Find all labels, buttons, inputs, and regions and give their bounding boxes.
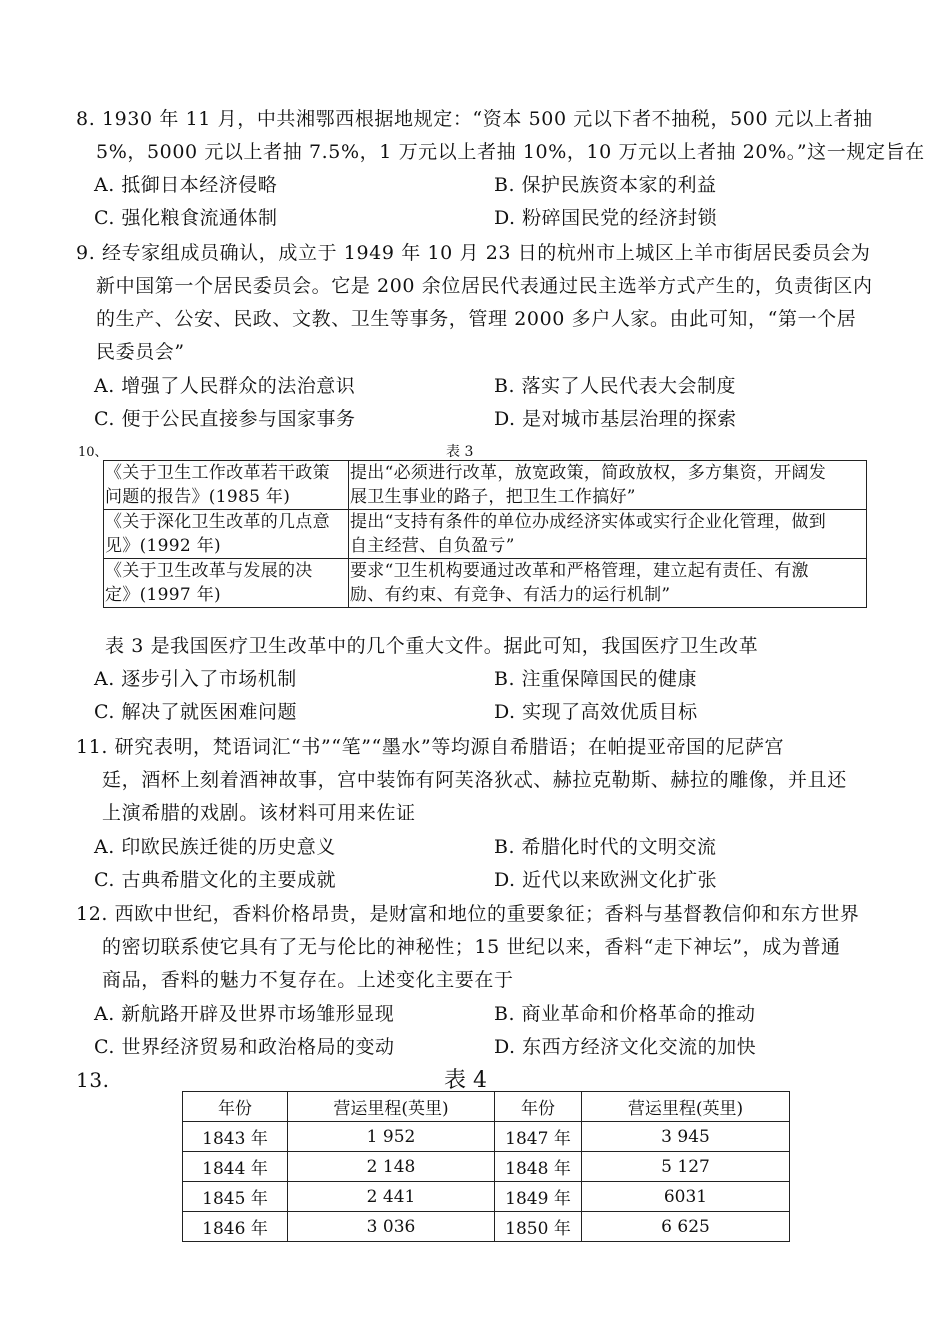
table-row — [183, 1182, 790, 1212]
q9-stem-line-1: 9. 经专家组成员确认，成立于 1949 年 10 月 23 日的杭州市上城区上羊市街居民委员会为 — [76, 242, 871, 264]
table-row — [104, 559, 867, 608]
table-header-row — [183, 1092, 790, 1122]
table-header: 年份 — [183, 1092, 288, 1122]
q12-stem-line-2: 的密切联系使它具有了无与伦比的神秘性；15 世纪以来，香料“走下神坛”，成为普通 — [102, 936, 841, 958]
table-cell-document: 《关于卫生改革与发展的决 定》(1997 年) — [104, 559, 349, 608]
table-cell: 6 625 — [582, 1212, 790, 1242]
table-cell-content: 提出“支持有条件的单位办成经济实体或实行企业化管理，做到 自主经营、自负盈亏” — [349, 510, 867, 559]
q8-option-a: A. 抵御日本经济侵略 — [94, 174, 278, 196]
q10-option-b: B. 注重保障国民的健康 — [494, 668, 698, 690]
q10-stem: 表 3 是我国医疗卫生改革中的几个重大文件。据此可知，我国医疗卫生改革 — [105, 635, 759, 657]
q9-stem-line-2: 新中国第一个居民委员会。它是 200 余位居民代表通过民主选举方式产生的，负责街区内 — [96, 275, 873, 297]
table-cell-content: 提出“必须进行改革，放宽政策，简政放权，多方集资，开阔发 展卫生事业的路子，把卫生工作搞好” — [349, 461, 867, 510]
table-row — [104, 510, 867, 559]
table-cell: 2 148 — [288, 1152, 495, 1182]
table-cell: 1850 年 — [495, 1212, 582, 1242]
q10-number: 10、 — [78, 445, 108, 460]
q12-option-b: B. 商业革命和价格革命的推动 — [494, 1003, 756, 1025]
q9-option-a: A. 增强了人民群众的法治意识 — [94, 375, 356, 397]
table-4 — [182, 1091, 790, 1242]
table-cell: 2 441 — [288, 1182, 495, 1212]
q12-option-c: C. 世界经济贸易和政治格局的变动 — [94, 1036, 395, 1058]
q10-option-c: C. 解决了就医困难问题 — [94, 701, 297, 723]
q11-option-b: B. 希腊化时代的文明交流 — [494, 836, 717, 858]
q12-stem-line-1: 12. 西欧中世纪，香料价格昂贵，是财富和地位的重要象征；香料与基督教信仰和东方世界 — [76, 903, 860, 925]
table-cell: 1845 年 — [183, 1182, 288, 1212]
table-cell-content: 要求“卫生机构要通过改革和严格管理，建立起有责任、有激 励、有约束、有竞争、有活力的运行机制” — [349, 559, 867, 608]
q10-option-d: D. 实现了高效优质目标 — [494, 701, 698, 723]
table-cell: 1846 年 — [183, 1212, 288, 1242]
q8-stem-line-1: 8. 1930 年 11 月，中共湘鄂西根据地规定：“资本 500 元以下者不抽税，500 元以上者抽 — [76, 108, 873, 130]
table-row — [104, 461, 867, 510]
q11-option-a: A. 印欧民族迁徙的历史意义 — [94, 836, 336, 858]
table-4-title: 表 4 — [444, 1068, 487, 1093]
table-row — [183, 1212, 790, 1242]
table-cell: 1848 年 — [495, 1152, 582, 1182]
q11-stem-line-2: 廷，酒杯上刻着酒神故事，宫中装饰有阿芙洛狄忒、赫拉克勒斯、赫拉的雕像，并且还 — [102, 769, 847, 791]
table-cell: 1844 年 — [183, 1152, 288, 1182]
q8-option-c: C. 强化粮食流通体制 — [94, 207, 278, 229]
q11-stem-line-1: 11. 研究表明，梵语词汇“书”“笔”“墨水”等均源自希腊语；在帕提亚帝国的尼萨宫 — [76, 736, 785, 758]
table-cell: 6031 — [582, 1182, 790, 1212]
q9-stem-line-4: 民委员会” — [96, 341, 185, 363]
q9-option-b: B. 落实了人民代表大会制度 — [494, 375, 737, 397]
table-cell: 1849 年 — [495, 1182, 582, 1212]
table-row — [183, 1122, 790, 1152]
table-cell-document: 《关于深化卫生改革的几点意 见》(1992 年) — [104, 510, 349, 559]
q10-option-a: A. 逐步引入了市场机制 — [94, 668, 297, 690]
table-3 — [103, 460, 867, 608]
q13-number: 13. — [76, 1068, 110, 1092]
q11-option-d: D. 近代以来欧洲文化扩张 — [494, 869, 718, 891]
table-cell: 1843 年 — [183, 1122, 288, 1152]
q9-option-d: D. 是对城市基层治理的探索 — [494, 408, 737, 430]
table-header: 营运里程(英里) — [288, 1092, 495, 1122]
q12-option-d: D. 东西方经济文化交流的加快 — [494, 1036, 757, 1058]
q8-stem-line-2: 5%，5000 元以上者抽 7.5%，1 万元以上者抽 10%，10 万元以上者抽 20%。”这一规定旨在 — [96, 141, 925, 163]
table-row — [183, 1152, 790, 1182]
table-header: 营运里程(英里) — [582, 1092, 790, 1122]
table-cell: 3 945 — [582, 1122, 790, 1152]
q9-stem-line-3: 的生产、公安、民政、文教、卫生等事务，管理 2000 多户人家。由此可知，“第一个居 — [96, 308, 857, 330]
q12-stem-line-3: 商品，香料的魅力不复存在。上述变化主要在于 — [102, 969, 514, 991]
q11-stem-line-3: 上演希腊的戏剧。该材料可用来佐证 — [102, 802, 416, 824]
q8-option-b: B. 保护民族资本家的利益 — [494, 174, 717, 196]
q11-option-c: C. 古典希腊文化的主要成就 — [94, 869, 336, 891]
table-header: 年份 — [495, 1092, 582, 1122]
table-cell: 1847 年 — [495, 1122, 582, 1152]
table-cell: 1 952 — [288, 1122, 495, 1152]
q8-option-d: D. 粉碎国民党的经济封锁 — [494, 207, 718, 229]
q9-option-c: C. 便于公民直接参与国家事务 — [94, 408, 356, 430]
q12-option-a: A. 新航路开辟及世界市场雏形显现 — [94, 1003, 395, 1025]
table-3-title: 表 3 — [446, 444, 474, 460]
table-cell-document: 《关于卫生工作改革若干政策 问题的报告》(1985 年) — [104, 461, 349, 510]
table-cell: 3 036 — [288, 1212, 495, 1242]
table-cell: 5 127 — [582, 1152, 790, 1182]
